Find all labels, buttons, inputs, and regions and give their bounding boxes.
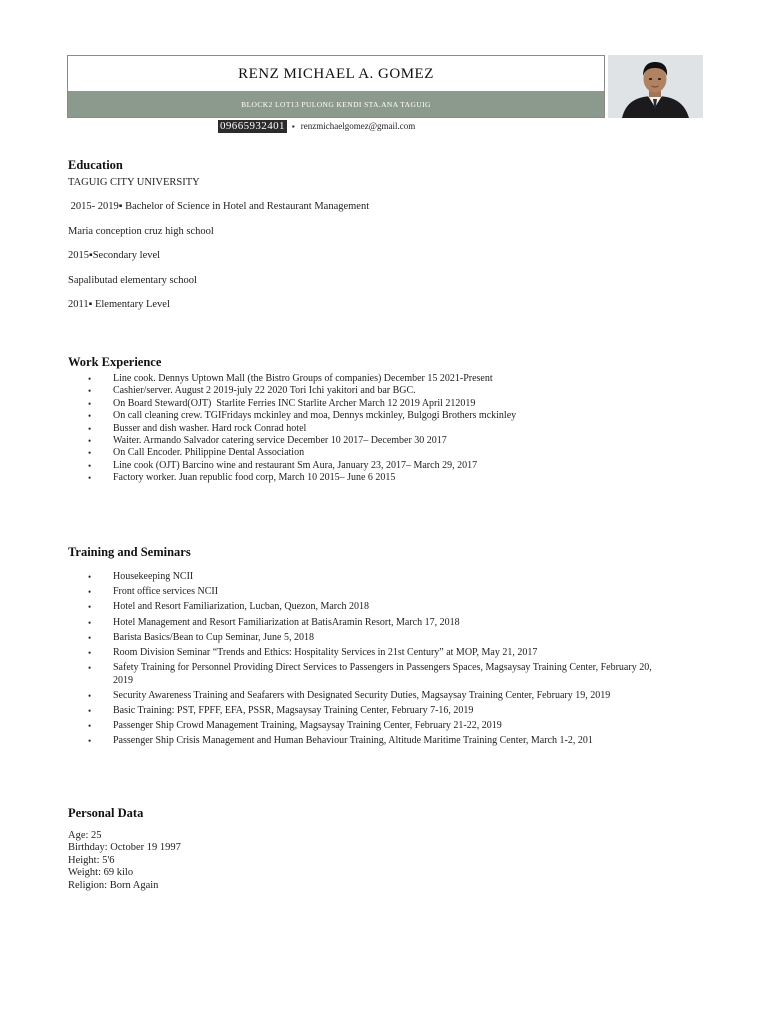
- header-box: [67, 55, 605, 118]
- training-list: [68, 571, 668, 751]
- list-item: • Safety Training for Personnel Providing Direct Services to Passengers in Passengers Spaces, Magsaysay Training Center, February 20, 2019: [68, 662, 668, 687]
- work-experience-list: [68, 373, 688, 485]
- list-item: • Passenger Ship Crisis Management and Human Behaviour Training, Altitude Maritime Training Center, March 1-2, 201: [68, 735, 668, 748]
- education-line: 2011▪ Elementary Level: [68, 299, 170, 310]
- list-item: • Barista Basics/Bean to Cup Seminar, June 5, 2018: [68, 632, 668, 645]
- personal-height: Height: 5'6: [68, 854, 115, 866]
- address-band: BLOCK2 LOT13 PULONG KENDI STA.ANA TAGUIG: [68, 91, 604, 117]
- education-line: Maria conception cruz high school: [68, 226, 214, 237]
- list-item: • Hotel Management and Resort Familiarization at BatisAramin Resort, March 17, 2018: [68, 617, 668, 630]
- applicant-name: RENZ MICHAEL A. GOMEZ: [238, 65, 434, 82]
- list-item: • Security Awareness Training and Seafarers with Designated Security Duties, Magsaysay Training Center, February 19, 2019: [68, 690, 668, 703]
- personal-birthday: Birthday: October 19 1997: [68, 842, 181, 854]
- list-item: • Line cook (OJT) Barcino wine and restaurant Sm Aura, January 23, 2017– March 29, 2017: [68, 460, 688, 472]
- education-line: 2015▪Secondary level: [68, 250, 161, 261]
- profile-photo: [608, 55, 703, 118]
- list-item: • Busser and dish washer. Hard rock Conrad hotel: [68, 423, 688, 435]
- personal-data-heading: Personal Data: [68, 806, 144, 820]
- personal-age: Age: 25: [68, 830, 102, 841]
- list-item: • Cashier/server. August 2 2019-july 22 2020 Tori Ichi yakitori and bar BGC.: [68, 385, 688, 397]
- list-item: • On call cleaning crew. TGIFridays mckinley and moa, Dennys mckinley, Bulgogi Brothers mckinley: [68, 410, 688, 422]
- list-item: • On Board Steward(OJT) Starlite Ferries INC Starlite Archer March 12 2019 April 212019: [68, 398, 688, 410]
- education-line: 2015- 2019▪ Bachelor of Science in Hotel and Restaurant Management: [68, 201, 370, 212]
- education-line: Sapalibutad elementary school: [68, 275, 197, 286]
- person-photo-icon: [608, 55, 703, 118]
- list-item: • On Call Encoder. Philippine Dental Association: [68, 447, 688, 459]
- list-item: • Passenger Ship Crowd Management Training, Magsaysay Training Center, February 21-22, 2019: [68, 720, 668, 733]
- list-item: • Waiter. Armando Salvador catering service December 10 2017– December 30 2017: [68, 435, 688, 447]
- list-item: • Hotel and Resort Familiarization, Lucban, Quezon, March 2018: [68, 601, 668, 614]
- personal-data-block: [68, 830, 181, 892]
- contact-separator: ▪: [291, 121, 295, 131]
- list-item: • Front office services NCII: [68, 586, 668, 599]
- work-experience-heading: Work Experience: [68, 355, 162, 369]
- personal-religion: Religion: Born Again: [68, 879, 159, 891]
- personal-weight: Weight: 69 kilo: [68, 867, 134, 879]
- list-item: • Room Division Seminar “Trends and Ethics: Hospitality Services in 21st Century” at MOP, May 21, 2017: [68, 647, 668, 660]
- contact-row: [218, 119, 415, 133]
- list-item: • Housekeeping NCII: [68, 571, 668, 584]
- education-heading: Education: [68, 158, 123, 172]
- education-line: TAGUIG CITY UNIVERSITY: [68, 177, 200, 188]
- list-item: • Factory worker. Juan republic food corp, March 10 2015– June 6 2015: [68, 472, 688, 484]
- email-address: renzmichaelgomez@gmail.com: [300, 121, 416, 131]
- phone-number: 09665932401: [220, 119, 285, 132]
- training-heading: Training and Seminars: [68, 545, 191, 559]
- list-item: • Line cook. Dennys Uptown Mall (the Bistro Groups of companies) December 15 2021-Present: [68, 373, 688, 385]
- list-item: • Basic Training: PST, FPFF, EFA, PSSR, Magsaysay Training Center, February 7-16, 2019: [68, 705, 668, 718]
